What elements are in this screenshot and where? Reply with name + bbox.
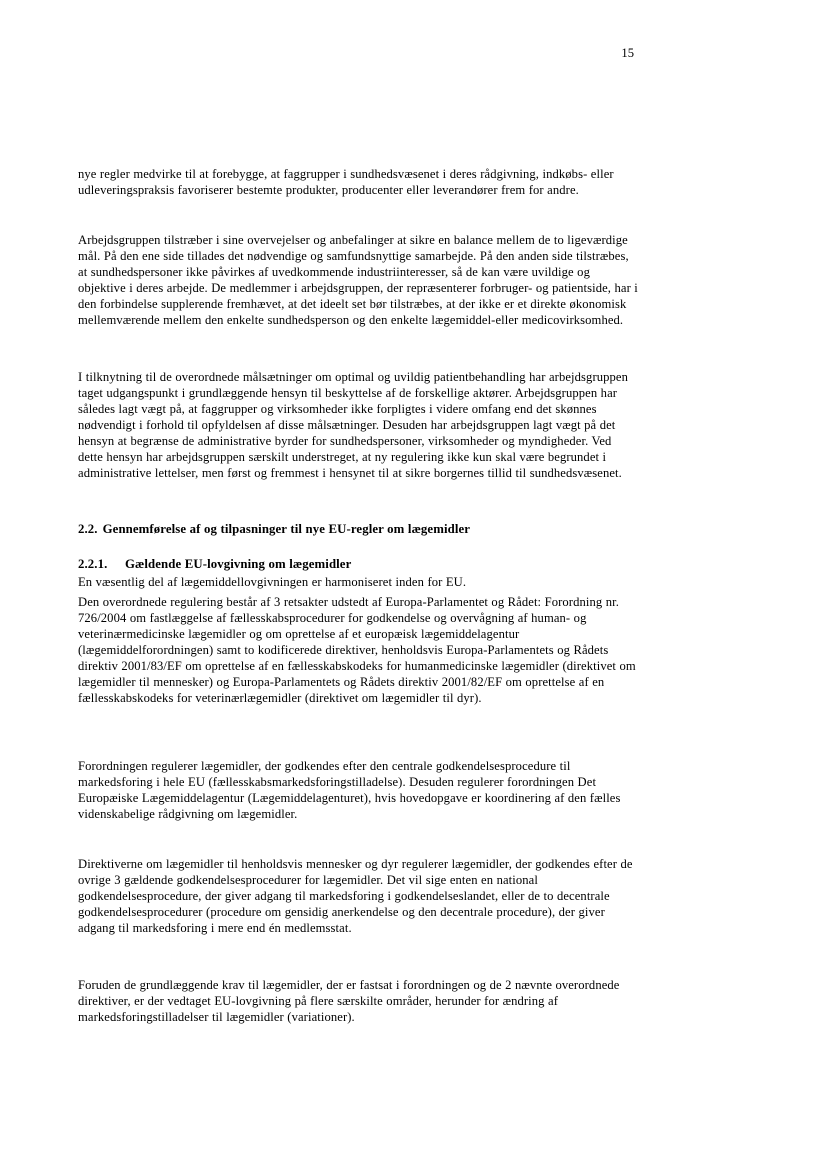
paragraph-intro: nye regler medvirke til at forebygge, at faggrupper i sundhedsvæsenet i deres rådgivning, indkøbs- eller udleveringspraksis favoriserer bestemte produkter, producenter eller leverandører frem for andre. <box>78 166 614 197</box>
paragraph-foruden: Foruden de grundlæggende krav til lægemidler, der er fastsat i forordningen og de 2 nævnte overordnede direktiver, er der vedtaget EU-lovgivning på flere særskilte områder, herunder for ændring af markedsforingstilladelser til lægemidler (variationer). <box>78 977 620 1024</box>
section-heading-2-2 <box>78 521 638 537</box>
section-number: 2.2. <box>78 521 98 536</box>
paragraph-balance: Arbejdsgruppen tilstræber i sine overvejelser og anbefalinger at sikre en balance mellem de to ligeværdige mål. På den ene side tillades det nødvendige og samfundsnyttige samarbejde. På den anden side tilstræbes, at sundhedspersoner ikke påvirkes af uvedkommende industriinteresser, så de kan være uvildige og objektive i deres arbejde. De medlemmer i arbejdsgruppen, der repræsenterer forbruger- og patientside, har i den forbindelse supplerende fremhævet, at det ideelt set bør tilstræbes, at der ikke er et direkte økonomisk mellemværende mellem den enkelte sundhedsperson og den enkelte lægemiddel-eller medicovirksomhed. <box>78 232 638 327</box>
paragraph-harmonised: En væsentlig del af lægemiddellovgivningen er harmoniseret inden for EU. <box>78 574 467 589</box>
paragraph-forordningen: Forordningen regulerer lægemidler, der godkendes efter den centrale godkendelsesprocedure til markedsforing i hele EU (fællesskabsmarkedsforingstilladelse). Desuden regulerer forordningen Det Europæiske Lægemiddelagentur (Lægemiddelagenturet), hvis hovedopgave er koordinering af den fælles videnskabelige rådgivning om lægemidler. <box>78 758 621 821</box>
page-number: 15 <box>621 46 634 60</box>
section-title: Gennemførelse af og tilpasninger til nye EU-regler om lægemidler <box>102 521 471 536</box>
subsection-heading-2-2-1 <box>78 556 638 572</box>
subsection-number: 2.2.1. <box>78 556 108 571</box>
paragraph-goals: I tilknytning til de overordnede målsætninger om optimal og uvildig patientbehandling har arbejdsgruppen taget udgangspunkt i grundlæggende hensyn til beskyttelse af de forskellige aktører. Arbejdsgruppen har således lagt vægt på, at faggrupper og virksomheder ikke forpligtes i videre omfang end det skønnes nødvendigt i forhold til opfyldelsen af disse målsætninger. Desuden har arbejdsgruppen lagt vægt på det hensyn at begrænse de administrative byrder for sundhedspersoner, virksomheder og myndigheder. Ved dette hensyn har arbejdsgruppen særskilt understreget, at ny regulering ikke kun skal være begrundet i administrative lettelser, men først og fremmest i hensynet til at sikre borgernes tillid til sundhedsvæsenet. <box>78 369 629 480</box>
paragraph-direktiverne: Direktiverne om lægemidler til henholdsvis mennesker og dyr regulerer lægemidler, der godkendes efter de ovrige 3 gældende godkendelsesprocedurer for lægemidler. Det vil sige enten en national godkendelsesprocedure, der giver adgang til markedsforing i godkendelseslandet, eller de to decentrale godkendelsesprocedurer (procedure om gensidig anerkendelse og den decentrale procedure), der giver adgang til markedsforing i mere end én medlemsstat. <box>78 856 633 935</box>
subsection-title: Gældende EU-lovgivning om lægemidler <box>125 556 352 571</box>
paragraph-regulation: Den overordnede regulering består af 3 retsakter udstedt af Europa-Parlamentet og Rådet: Forordning nr. 726/2004 om fastlæggelse af fællesskabsprocedurer for godkendelse og overvågning af human- og veterinærmedicinske lægemidler og om oprettelse af et europæisk lægemiddelagentur (lægemiddelforordningen) samt to kodificerede direktiver, henholdsvis Europa-Parlamentets og Rådets direktiv 2001/83/EF om oprettelse af en fællesskabskodeks for humanmedicinske lægemidler (direktivet om lægemidler til mennesker) og Europa-Parlamentets og Rådets direktiv 2001/82/EF om oprettelse af en fællesskabskodeks for veterinærlægemidler (direktivet om lægemidler til dyr). <box>78 594 636 705</box>
